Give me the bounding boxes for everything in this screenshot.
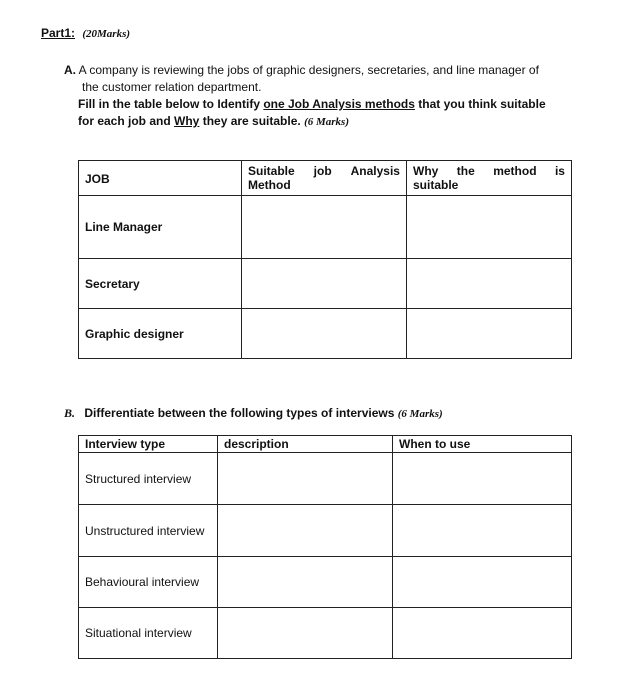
job-graphic-designer: Graphic designer (85, 326, 184, 341)
part-title (41, 26, 130, 40)
header-method-line1: Suitable job Analysis (248, 164, 400, 178)
interview-situational: Situational interview (85, 626, 192, 640)
section-a-line2: the customer relation department. (82, 80, 262, 94)
header-why-line2: suitable (413, 178, 459, 192)
when-cell-situational[interactable] (393, 608, 572, 659)
table-row (79, 505, 572, 557)
interview-structured: Structured interview (85, 471, 192, 486)
why-cell-line-manager[interactable] (407, 196, 572, 259)
section-b-marks: (6 Marks) (397, 408, 443, 420)
header-method (242, 161, 407, 196)
instr-text-2: that you think suitable (414, 97, 546, 111)
interview-unstructured: Unstructured interview (85, 523, 205, 538)
instr-text-4: they are suitable. (199, 114, 301, 128)
why-cell-secretary[interactable] (407, 259, 572, 309)
table-row (79, 259, 572, 309)
table-a-header-row (79, 161, 572, 196)
instr-text-3: for each job and (78, 114, 175, 128)
description-cell-unstructured[interactable] (218, 505, 393, 557)
table-b-header-row (79, 436, 572, 453)
header-job (79, 161, 242, 196)
job-analysis-table (78, 160, 572, 359)
job-secretary: Secretary (85, 276, 140, 291)
header-why-line1: Why the method is (413, 164, 565, 178)
header-method-line2: Method (248, 178, 291, 192)
table-row (79, 453, 572, 505)
header-description: description (224, 437, 289, 451)
section-a-text-1: A company is reviewing the jobs of graphic designers, secretaries, and line manager of (78, 63, 539, 77)
section-a-letter: A. (64, 63, 76, 77)
why-cell-graphic-designer[interactable] (407, 309, 572, 359)
table-row (79, 557, 572, 608)
header-job-text: JOB (85, 172, 110, 186)
part-marks: (20Marks) (82, 28, 131, 40)
table-row (79, 608, 572, 659)
description-cell-situational[interactable] (218, 608, 393, 659)
method-cell-graphic-designer[interactable] (242, 309, 407, 359)
when-cell-unstructured[interactable] (393, 505, 572, 557)
table-row (79, 309, 572, 359)
section-b (64, 406, 443, 421)
part-label: Part1: (41, 26, 76, 40)
section-b-text: Differentiate between the following types of interviews (84, 406, 395, 420)
header-interview-type: Interview type (85, 437, 166, 451)
section-a-instruction-2 (64, 113, 584, 131)
header-when-to-use: When to use (399, 437, 471, 451)
section-b-letter: B. (64, 406, 76, 420)
when-cell-structured[interactable] (393, 453, 572, 505)
instr-underline-2: Why (174, 114, 200, 128)
header-why (407, 161, 572, 196)
when-cell-behavioural[interactable] (393, 557, 572, 608)
table-row (79, 196, 572, 259)
instr-text-1: Fill in the table below to Identify (78, 97, 264, 111)
interview-behavioural: Behavioural interview (85, 575, 200, 589)
description-cell-structured[interactable] (218, 453, 393, 505)
job-line-manager: Line Manager (85, 220, 163, 234)
method-cell-line-manager[interactable] (242, 196, 407, 259)
section-a-line1 (64, 62, 584, 79)
section-a-instruction-1 (64, 96, 584, 113)
description-cell-behavioural[interactable] (218, 557, 393, 608)
method-cell-secretary[interactable] (242, 259, 407, 309)
section-a-marks: (6 Marks) (304, 116, 349, 128)
interview-types-table (78, 435, 572, 659)
section-a (64, 62, 584, 131)
instr-underline-1: one Job Analysis methods (263, 97, 415, 111)
